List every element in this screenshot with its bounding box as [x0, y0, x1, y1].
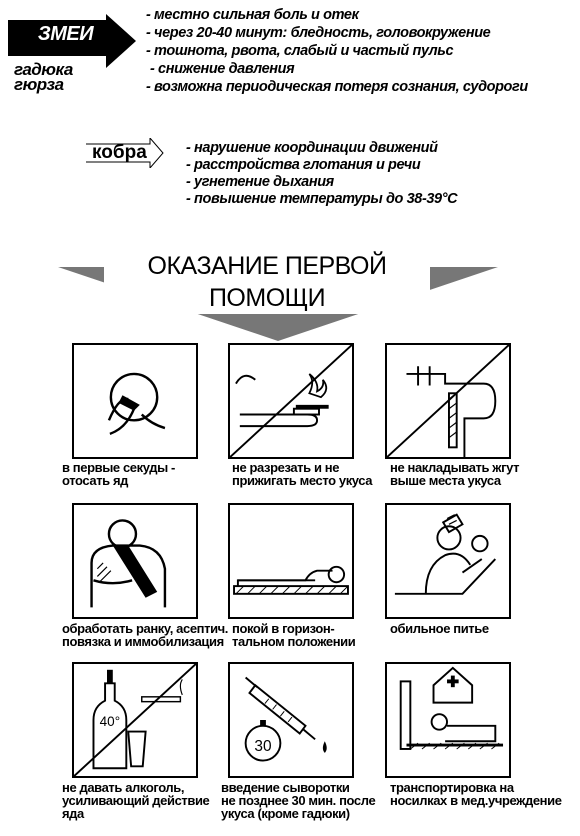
- step-caption: не разрезать и не прижигать место укуса: [232, 460, 373, 488]
- suck-venom-icon: [74, 345, 196, 457]
- no-cut-burn-icon: [230, 345, 352, 457]
- cobra-symptom: - нарушение координации движений: [186, 140, 438, 156]
- step-caption: не давать алкоголь, усиливающий действие яда: [62, 780, 210, 821]
- first-aid-title: ОКАЗАНИЕ ПЕРВОЙ ПОМОЩИ: [104, 250, 430, 314]
- cobra-symptom: - расстройства глотания и речи: [186, 157, 421, 173]
- cobra-label: кобра: [92, 142, 147, 163]
- step-card-drinking: [385, 503, 511, 619]
- bandage-sling-icon: [74, 505, 196, 617]
- cobra-symptom-list: [186, 140, 457, 208]
- step-card-no-alcohol: [72, 662, 198, 778]
- viper-symptom-list: [146, 6, 528, 96]
- bottle-label: 40°: [99, 713, 121, 729]
- viper-symptom: - через 20-40 минут: бледность, головокружение: [146, 25, 491, 41]
- viper-name: гадюка: [14, 60, 73, 79]
- step-card-serum: [228, 662, 354, 778]
- viper-species-label: [14, 62, 73, 92]
- stopwatch-label: 30: [254, 737, 272, 755]
- step-caption: введение сыворотки не позднее 30 мин. после укуса (кроме гадюки): [221, 780, 376, 821]
- step-card-no-cut-burn: [228, 343, 354, 459]
- no-alcohol-icon: [74, 664, 196, 776]
- step-card-stretcher: [385, 662, 511, 778]
- viper-symptom: - возможна периодическая потеря сознания, судороги: [146, 79, 528, 95]
- cobra-symptom: - угнетение дыхания: [186, 174, 334, 190]
- stretcher-hospital-icon: [387, 664, 509, 776]
- viper-symptom: - местно сильная боль и отек: [146, 7, 359, 23]
- no-tourniquet-icon: [387, 345, 509, 457]
- step-card-no-tourniquet: [385, 343, 511, 459]
- cobra-symptom: - повышение температуры до 38-39°С: [186, 191, 458, 207]
- step-caption: обработать ранку, асептич. повязка и иммобилизация: [62, 621, 229, 649]
- step-card-suck-venom: [72, 343, 198, 459]
- step-card-lying-rest: [228, 503, 354, 619]
- gyurza-name: гюрза: [14, 75, 64, 94]
- step-caption: покой в горизон- тальном положении: [232, 621, 356, 649]
- step-caption: не накладывать жгут выше места укуса: [390, 460, 520, 488]
- lying-rest-icon: [230, 505, 352, 617]
- serum-syringe-icon: [230, 664, 352, 776]
- step-caption: обильное питье: [390, 621, 489, 636]
- viper-symptom: - снижение давления: [150, 61, 295, 77]
- step-card-bandage: [72, 503, 198, 619]
- step-caption: в первые секуды - отосать яд: [62, 460, 175, 488]
- snakes-label: ЗМЕИ: [37, 23, 94, 45]
- drinking-icon: [387, 505, 509, 617]
- step-caption: транспортировка на носилках в мед.учреждение: [390, 780, 562, 808]
- viper-symptom: - тошнота, рвота, слабый и частый пульс: [146, 43, 454, 59]
